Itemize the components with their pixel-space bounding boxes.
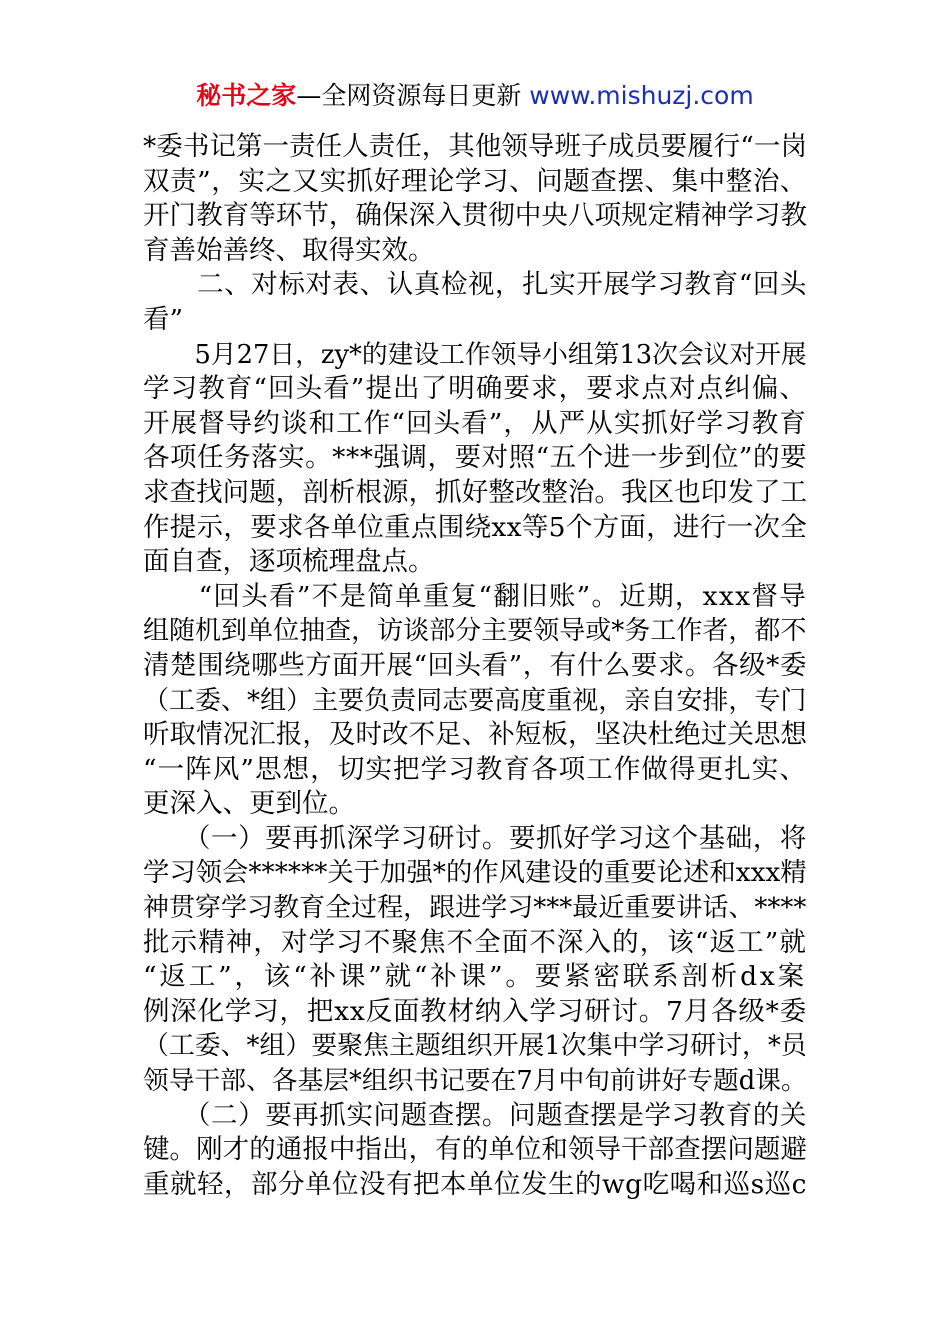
text-line: 育善始善终、取得实效。 xyxy=(143,234,435,266)
text-line: 看” xyxy=(143,303,184,335)
text-line: （一）要再抓深学习研讨。要抓好学习这个基础，将 xyxy=(143,822,807,854)
text-line: 双责”，实之又实抓好理论学习、问题查摆、集中整治、 xyxy=(143,165,807,197)
text-line: 例深化学习，把xx反面教材纳入学习研讨。7月各级*委 xyxy=(143,995,807,1027)
text-line: “返工”，该“补课”就“补课”。要紧密联系剖析dx案 xyxy=(143,961,807,993)
text-line: *委书记第一责任人责任，其他领导班子成员要履行“一岗 xyxy=(143,131,807,162)
text-line: “一阵风”思想，切实把学习教育各项工作做得更扎实、 xyxy=(143,753,807,785)
text-line: 更深入、更到位。 xyxy=(143,788,355,820)
text-line: 二、对标对表、认真检视，扎实开展学习教育“回头 xyxy=(143,269,807,301)
text-line: 领导干部、各基层*组织书记要在7月中旬前讲好专题d课。 xyxy=(143,1066,807,1097)
text-line: 键。刚才的通报中指出，有的单位和领导干部查摆问题避 xyxy=(143,1134,807,1166)
text-line: 开门教育等环节，确保深入贯彻中央八项规定精神学习教 xyxy=(143,200,807,232)
text-line: 重就轻，部分单位没有把本单位发生的wg吃喝和巡s巡c xyxy=(143,1168,807,1200)
page-header xyxy=(0,80,950,112)
text-line: 神贯穿学习教育全过程，跟进学习***最近重要讲话、**** xyxy=(143,893,807,924)
document-body xyxy=(143,130,807,1202)
text-line: 学习教育“回头看”提出了明确要求，要求点对点纠偏、 xyxy=(143,373,807,405)
brand-name: 秘书之家 xyxy=(196,81,297,110)
text-line: 组随机到单位抽查，访谈部分主要领导或*务工作者，都不 xyxy=(143,616,807,647)
text-line: 5月27日，zy*的建设工作领导小组第13次会议对开展 xyxy=(143,339,807,370)
text-line: （工委、*组）要聚焦主题组织开展1次集中学习研讨，*员 xyxy=(143,1031,807,1062)
text-line: 求查找问题，剖析根源，抓好整改整治。我区也印发了工 xyxy=(143,476,807,508)
text-line: 作提示，要求各单位重点围绕xx等5个方面，进行一次全 xyxy=(143,511,807,543)
text-line: 听取情况汇报，及时改不足、补短板，坚决杜绝过关思想 xyxy=(143,719,807,751)
text-line: 学习领会******关于加强*的作风建设的重要论述和xxx精 xyxy=(143,858,807,889)
site-url[interactable]: www.mishuzj.com xyxy=(529,81,754,110)
text-line: （二）要再抓实问题查摆。问题查摆是学习教育的关 xyxy=(143,1099,807,1131)
header-tagline: —全网资源每日更新 xyxy=(296,81,522,110)
text-line: （工委、*组）主要负责同志要高度重视，亲自安排，专门 xyxy=(143,685,807,716)
text-line: 各项任务落实。***强调，要对照“五个进一步到位”的要 xyxy=(143,442,807,474)
text-line: 面自查，逐项梳理盘点。 xyxy=(143,546,435,578)
text-line: “回头看”不是简单重复“翻旧账”。近期，xxx督导 xyxy=(143,580,807,612)
text-line: 开展督导约谈和工作“回头看”，从严从实抓好学习教育 xyxy=(143,407,807,439)
text-line: 清楚围绕哪些方面开展“回头看”，有什么要求。各级*委 xyxy=(143,649,807,681)
text-line: 批示精神，对学习不聚焦不全面不深入的，该“返工”就 xyxy=(143,926,807,958)
